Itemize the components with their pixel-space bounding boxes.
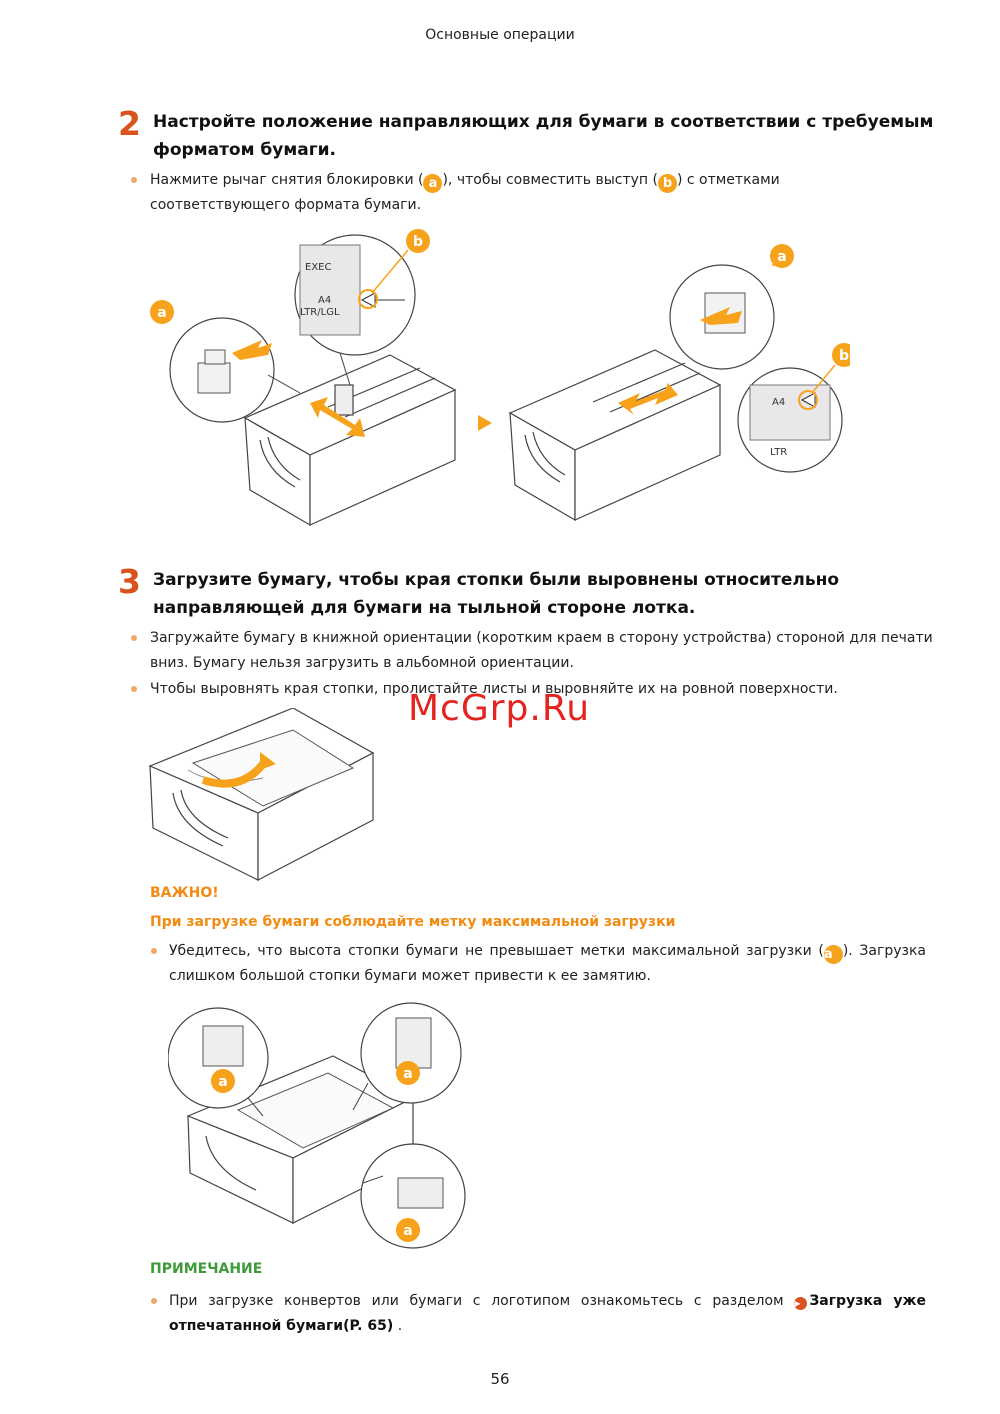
callout-label: a xyxy=(403,1066,413,1082)
guide-adjust-illustration xyxy=(150,225,850,530)
bullet-dot xyxy=(131,635,137,641)
important-label: ВАЖНО! xyxy=(150,885,219,901)
bullet-text: Нажмите рычаг снятия блокировки ( xyxy=(150,172,424,188)
section-header: Основные операции xyxy=(425,27,575,43)
scale-label: LTR/LGL xyxy=(300,307,340,318)
bullet-dot xyxy=(151,1298,157,1304)
tray-right xyxy=(510,350,720,520)
callout-label: b xyxy=(412,234,424,250)
load-paper-illustration xyxy=(148,708,383,883)
important-subtitle: При загрузке бумаги соблюдайте метку максимальной загрузки xyxy=(150,914,676,930)
bullet-text: . xyxy=(393,1318,403,1334)
callout-label: a xyxy=(157,305,167,321)
bullet-text: ). Загрузка слишком большой стопки бумаги может привести к ее замятию. xyxy=(169,943,926,984)
scale-label: A4 xyxy=(318,295,332,306)
bullet-dot xyxy=(151,948,157,954)
scale-label: EXEC xyxy=(305,262,332,273)
marker-a-icon: a xyxy=(423,174,442,193)
marker-a-icon: a xyxy=(824,945,843,964)
step-number: 3 xyxy=(118,562,141,601)
note-label: ПРИМЕЧАНИЕ xyxy=(150,1261,263,1277)
scale-label: A4 xyxy=(772,397,786,408)
step2-bullet xyxy=(150,168,830,218)
step-number: 2 xyxy=(118,104,141,143)
link-arrow-icon: ▶ xyxy=(794,1297,807,1310)
callout-label: b xyxy=(838,348,850,364)
step-title: Настройте положение направляющих для бумаги в соответствии с требуемым форматом бумаги. xyxy=(153,112,934,160)
bullet-text: ) с отметками соответствующего формата бумаги. xyxy=(150,172,780,213)
bullet-dot xyxy=(131,686,137,692)
max-load-illustration xyxy=(168,998,468,1253)
callout-label: a xyxy=(403,1223,413,1239)
callout-label: a xyxy=(218,1074,228,1090)
step3-bullet: Загружайте бумагу в книжной ориентации (коротким краем в сторону устройства) стороной для печати вниз. Бумагу нельзя загрузить в альбомной ориентации. xyxy=(150,630,933,671)
bullet-text: Убедитесь, что высота стопки бумаги не превышает метки максимальной загрузки ( xyxy=(169,943,824,959)
bullet-text: ), чтобы совместить выступ ( xyxy=(442,172,658,188)
tray-left xyxy=(245,355,455,525)
marker-b-icon: b xyxy=(658,174,677,193)
link-preprinted-paper[interactable]: Загрузка уже отпечатанной бумаги(P. 65) xyxy=(169,1293,926,1334)
bullet-text: При загрузке конвертов или бумаги с логотипом ознакомьтесь с разделом xyxy=(169,1293,795,1309)
scale-label: LTR xyxy=(770,447,788,458)
bullet-dot xyxy=(131,177,137,183)
step3-bullet: Чтобы выровнять края стопки, пролистайте листы и выровняйте их на ровной поверхности. xyxy=(150,681,838,697)
next-step-arrow-icon xyxy=(478,415,492,431)
note-bullet xyxy=(169,1289,926,1339)
step-title: Загрузите бумагу, чтобы края стопки были выровнены относительно направляющей для бумаги на тыльной стороне лотка. xyxy=(153,570,840,618)
callout-label: a xyxy=(777,249,787,265)
watermark: McGrp.Ru xyxy=(408,688,591,729)
important-bullet xyxy=(169,939,926,989)
page-number: 56 xyxy=(490,1370,510,1388)
